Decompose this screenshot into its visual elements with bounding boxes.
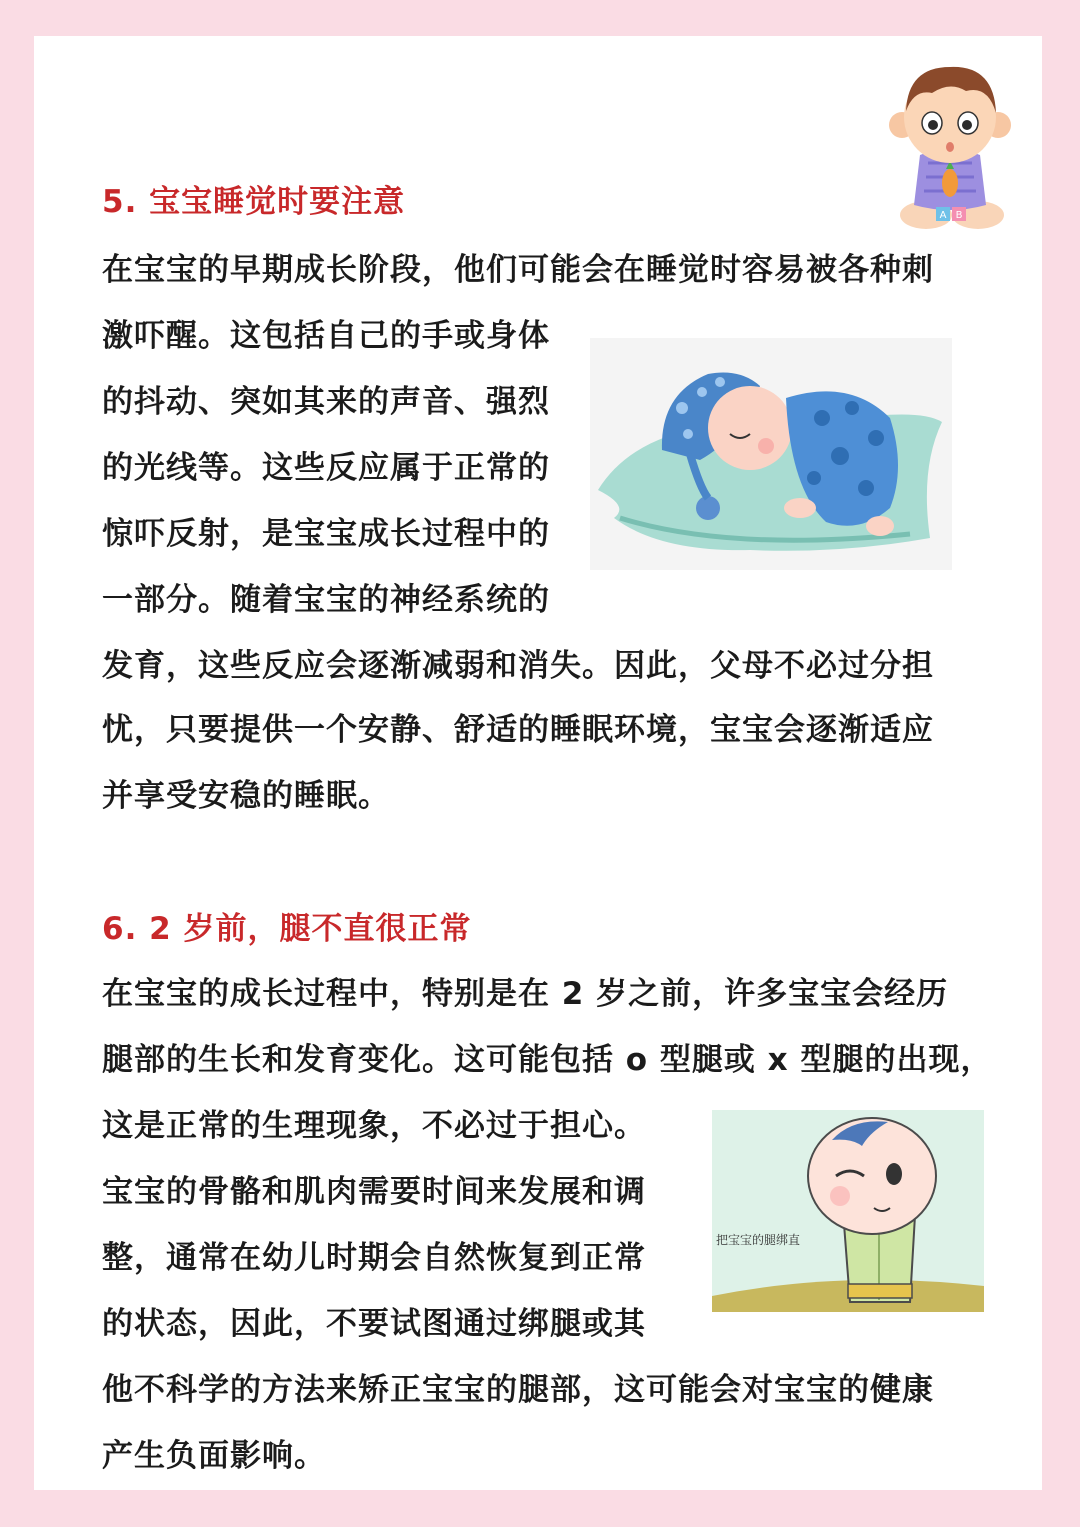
block-letter-b: B bbox=[955, 210, 963, 221]
section-5-line: 在宝宝的早期成长阶段，他们可能会在睡觉时容易被各种刺 bbox=[102, 252, 934, 288]
section-5-line: 惊吓反射，是宝宝成长过程中的 bbox=[102, 516, 550, 552]
section-6-heading: 6. 2 岁前，腿不直很正常 bbox=[102, 911, 472, 947]
section-6-line: 这是正常的生理现象，不必过于担心。 bbox=[102, 1108, 646, 1144]
section-5-line: 一部分。随着宝宝的神经系统的 bbox=[102, 582, 550, 618]
baby-legs-illustration bbox=[712, 1110, 984, 1312]
sleeping-baby-illustration bbox=[590, 338, 952, 570]
section-6-line: 产生负面影响。 bbox=[102, 1438, 326, 1474]
illustration-caption: 把宝宝的腿绑直 bbox=[716, 1233, 801, 1247]
section-5-line: 的光线等。这些反应属于正常的 bbox=[102, 450, 550, 486]
toddler-illustration bbox=[880, 55, 1020, 235]
block-letter-a: A bbox=[939, 210, 947, 221]
section-5-line: 忧，只要提供一个安静、舒适的睡眠环境，宝宝会逐渐适应 bbox=[102, 712, 934, 748]
section-5-line: 的抖动、突如其来的声音、强烈 bbox=[102, 384, 550, 420]
section-5-heading: 5. 宝宝睡觉时要注意 bbox=[102, 184, 406, 220]
section-6-line: 整，通常在幼儿时期会自然恢复到正常 bbox=[102, 1240, 646, 1276]
section-6-line: 他不科学的方法来矫正宝宝的腿部，这可能会对宝宝的健康 bbox=[102, 1372, 934, 1408]
section-5-line: 并享受安稳的睡眠。 bbox=[102, 778, 390, 814]
section-6-line: 在宝宝的成长过程中，特别是在 2 岁之前，许多宝宝会经历 bbox=[102, 976, 949, 1012]
section-6-line: 腿部的生长和发育变化。这可能包括 o 型腿或 x 型腿的出现， bbox=[102, 1042, 993, 1078]
section-5-line: 激吓醒。这包括自己的手或身体 bbox=[102, 318, 550, 354]
section-5-line: 发育，这些反应会逐渐减弱和消失。因此，父母不必过分担 bbox=[102, 648, 934, 684]
section-6-line: 的状态，因此，不要试图通过绑腿或其 bbox=[102, 1306, 646, 1342]
section-6-line: 宝宝的骨骼和肌肉需要时间来发展和调 bbox=[102, 1174, 646, 1210]
